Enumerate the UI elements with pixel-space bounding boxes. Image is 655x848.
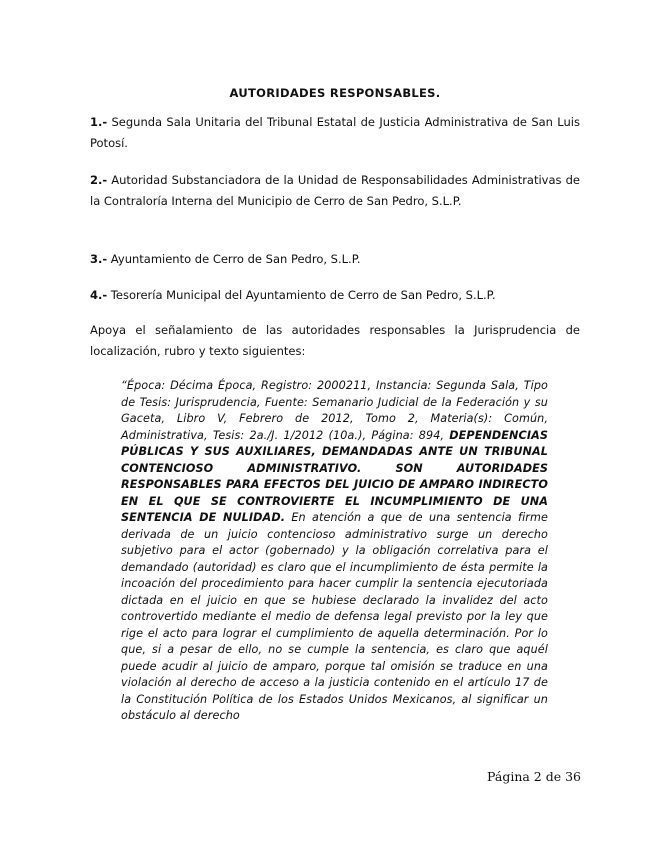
item-number: 3.- [90, 252, 108, 266]
section-title: AUTORIDADES RESPONSABLES. [229, 86, 441, 100]
authority-item-1 [90, 112, 580, 154]
item-number: 2.- [90, 173, 108, 187]
item-text: Autoridad Substanciadora de la Unidad de Responsabilidades Administrativas de la Contraloría Interna del Municipio de Cerro de San Pedro, S.L.P. [90, 173, 580, 208]
authority-item-4 [90, 285, 580, 306]
intro-paragraph: Apoya el señalamiento de las autoridades responsables la Jurisprudencia de localización, rubro y texto siguientes: [90, 323, 580, 358]
authority-item-2 [90, 170, 580, 212]
item-number: 1.- [90, 115, 108, 129]
quote-rubro: DEPENDENCIAS PÚBLICAS Y SUS AUXILIARES, DEMANDADAS ANTE UN TRIBUNAL CONTENCIOSO ADMINISTRATIVO. SON AUTORIDADES RESPONSABLES PARA EFECTOS DEL JUICIO DE AMPARO INDIRECTO EN EL QUE SE CONTROVIERTE EL INCUMPLIMIENTO DE UNA SENTENCIA DE NULIDAD. [121, 428, 548, 524]
item-text: Ayuntamiento de Cerro de San Pedro, S.L.P. [107, 252, 361, 266]
quote-header: “Época: Décima Época, Registro: 2000211, Instancia: Segunda Sala, Tipo de Tesis: Jurisprudencia, Fuente: Semanario Judicial de la Federación y su Gaceta, Libro V, Febrero de 2012, Tomo 2, Materia(s): Común, Administrativa, Tesis: 2a./J. 1/2012 (10a.), Página: 894, [121, 379, 548, 442]
item-text: Tesorería Municipal del Ayuntamiento de Cerro de San Pedro, S.L.P. [107, 288, 496, 302]
item-number: 4.- [90, 288, 108, 302]
authority-item-3 [90, 249, 580, 270]
item-text: Segunda Sala Unitaria del Tribunal Estatal de Justicia Administrativa de San Luis Potosí. [90, 115, 580, 150]
quote-body: En atención a que de una sentencia firme derivada de un juicio contencioso administrativo surge un derecho subjetivo para el actor (gobernado) y la obligación correlativa para el demandado (autoridad) es claro que el incumplimiento de ésta permite la incoación del procedimiento para hacer cumplir la sentencia ejecutoriada dictada en el juicio en que se hubiese declarado la invalidez del acto controvertido mediante el medio de defensa legal previsto por la ley que rige el acto para lograr el cumplimiento de aquella determinación. Por lo que, si a pesar de ello, no se cumple la sentencia, es claro que aquél puede acudir al juicio de amparo, porque tal omisión se traduce en una violación al derecho de acceso a la justicia contenido en el artículo 17 de la Constitución Política de los Estados Unidos Mexicanos, al significar un obstáculo al derecho [121, 511, 548, 722]
page-number: Página 2 de 36 [487, 769, 581, 784]
jurisprudence-quote [121, 378, 548, 725]
